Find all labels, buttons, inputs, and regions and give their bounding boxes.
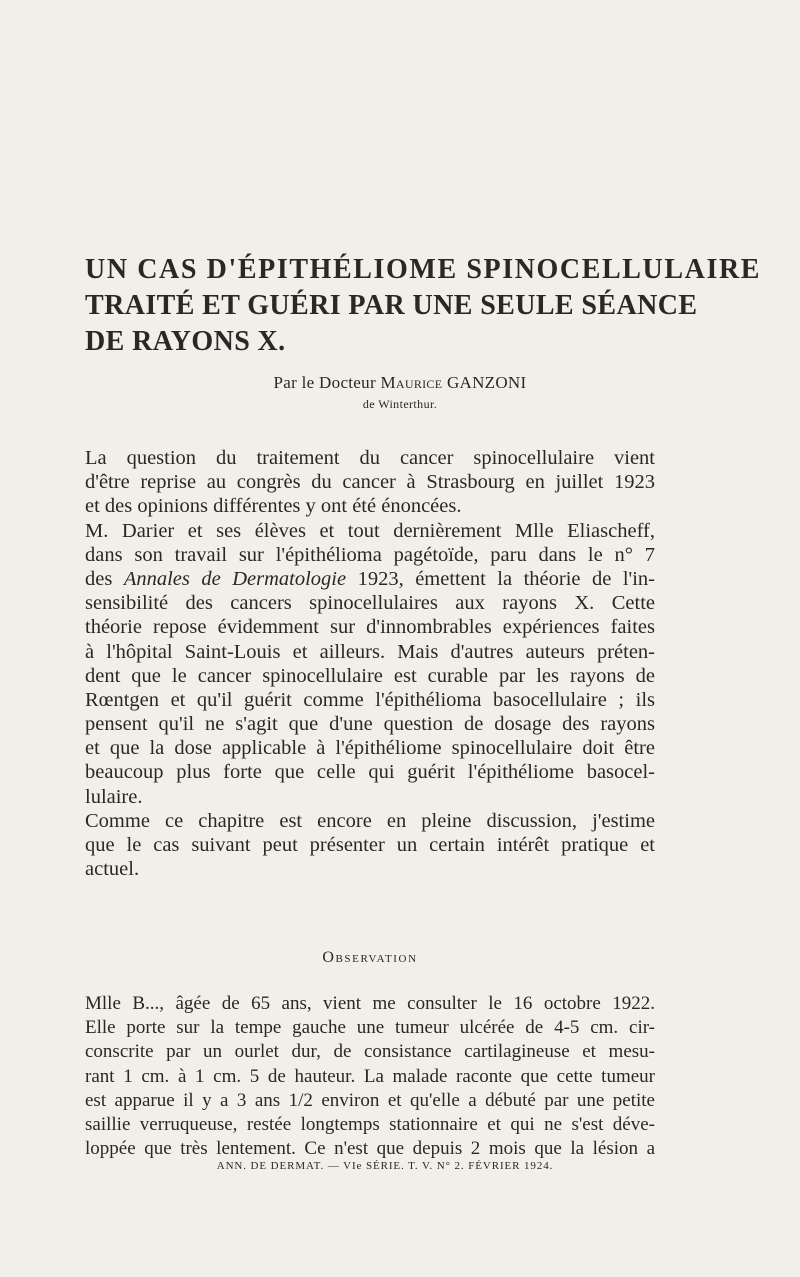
text-line: Rœntgen et qu'il guérit comme l'épithélioma basocellulaire ; ils [85,688,655,711]
title-line-2: TRAITÉ ET GUÉRI PAR UNE SEULE SÉANCE [85,290,698,321]
text-line-with-citation [85,567,655,591]
text-line: lulaire. [85,785,143,808]
text-line: dent que le cancer spinocellulaire est curable par les rayons de [85,664,655,687]
text-line: beaucoup plus forte que celle qui guérit l'épithéliome basocel- [85,761,655,784]
text-line: et des opinions différentes y ont été énoncées. [85,495,462,518]
author-first-name: Maurice [380,373,443,392]
article-title [85,252,762,360]
author-last-name: GANZONI [446,373,527,392]
text-line: Mlle B..., âgée de 65 ans, vient me consulter le 16 octobre 1922. [85,993,655,1014]
text-line: et que la dose applicable à l'épithéliome spinocellulaire doit être [85,737,655,760]
text-line: actuel. [85,858,140,881]
observation-paragraph [85,992,655,1161]
intro-paragraphs [85,446,655,881]
text-line: M. Darier et ses élèves et tout dernièrement Mlle Eliascheff, [85,519,655,542]
text-line: est apparue il y a 3 ans 1/2 environ et qu'elle a débuté par une petite [85,1089,655,1111]
text-line: que le cas suivant peut présenter un certain intérêt pratique et [85,834,655,856]
text-line: La question du traitement du cancer spinocellulaire vient [85,447,655,469]
journal-citation: Annales de Dermatologie [123,567,347,590]
journal-footer: ANN. DE DERMAT. — VIe SÉRIE. T. V. N° 2. FÉVRIER 1924. [216,1160,554,1172]
title-line-3: DE RAYONS X. [85,326,286,357]
text-line: Comme ce chapitre est encore en pleine discussion, j'estime [85,809,655,832]
text-fragment: des [85,567,124,590]
text-line: d'être reprise au congrès du cancer à Strasbourg en juillet 1923 [85,471,655,494]
text-line: dans son travail sur l'épithélioma pagétoïde, paru dans le n° 7 [85,543,655,566]
author-byline [0,373,800,393]
title-line-1: UN CAS D'ÉPITHÉLIOME SPINOCELLULAIRE [85,254,762,285]
text-line: saillie verruqueuse, restée longtemps stationnaire et qui ne s'est déve- [85,1113,655,1135]
text-line: pensent qu'il ne s'agit que d'une question de dosage des rayons [85,713,655,736]
text-line: Elle porte sur la tempe gauche une tumeur ulcérée de 4-5 cm. cir- [85,1017,655,1039]
author-location: de Winterthur. [362,397,438,411]
section-heading: Observation [322,949,418,966]
text-fragment: 1923, émettent la théorie de l'in- [346,567,655,590]
text-line: conscrite par un ourlet dur, de consistance cartilagineuse et mesu- [85,1041,655,1063]
text-line: sensibilité des cancers spinocellulaires aux rayons X. Cette [85,592,655,615]
text-line: loppée que très lentement. Ce n'est que depuis 2 mois que la lésion a [85,1138,655,1160]
text-line: à l'hôpital Saint-Louis et ailleurs. Mais d'autres auteurs préten- [85,640,655,663]
byline-prefix: Par le Docteur [273,373,376,392]
text-line: rant 1 cm. à 1 cm. 5 de hauteur. La malade raconte que cette tumeur [85,1065,655,1087]
text-line: théorie repose évidemment sur d'innombrables expériences faites [85,616,655,639]
